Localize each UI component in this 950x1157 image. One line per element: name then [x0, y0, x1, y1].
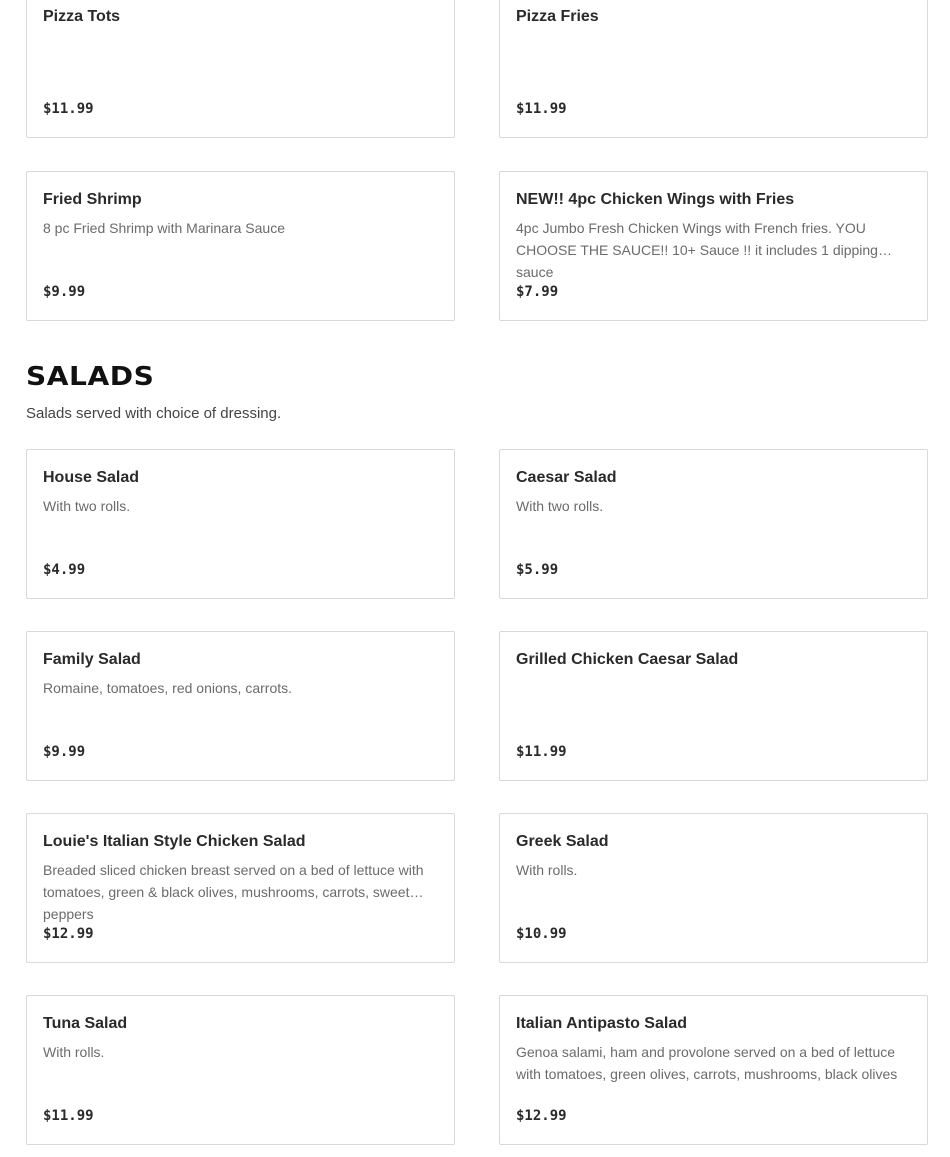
menu-item-price: $12.99	[43, 926, 94, 942]
menu-item-card[interactable]	[26, 449, 455, 599]
menu-item-description: With two rolls.	[43, 498, 131, 514]
menu-item-name: Fried Shrimp	[43, 191, 142, 208]
menu-item-price: $7.99	[516, 284, 559, 300]
menu-item-name: Caesar Salad	[516, 469, 617, 486]
menu-item-price: $9.99	[43, 744, 86, 760]
menu-item-name: Louie's Italian Style Chicken Salad	[43, 833, 306, 850]
menu-item-name: NEW!! 4pc Chicken Wings with Fries	[516, 191, 795, 208]
menu-item-card[interactable]	[499, 813, 928, 963]
menu-item-description: Romaine, tomatoes, red onions, carrots.	[43, 680, 293, 696]
menu-item-card[interactable]	[499, 631, 928, 781]
menu-item-description: 4pc Jumbo Fresh Chicken Wings with French fries. YOU CHOOSE THE SAUCE!! 10+ Sauce !! it includes 1 dipping sauce	[516, 220, 878, 280]
menu-item-name: Pizza Fries	[516, 8, 599, 25]
menu-item-name: Italian Antipasto Salad	[516, 1015, 687, 1032]
menu-item-card[interactable]	[499, 995, 928, 1145]
menu-item-card[interactable]	[26, 631, 455, 781]
menu-item-card[interactable]	[499, 0, 928, 138]
section-description: Salads served with choice of dressing.	[26, 405, 282, 422]
menu-item-name: House Salad	[43, 469, 140, 486]
menu-item-name: Grilled Chicken Caesar Salad	[516, 651, 739, 668]
menu-item-card[interactable]	[499, 449, 928, 599]
menu-item-name: Family Salad	[43, 651, 141, 668]
menu-item-price: $11.99	[43, 1108, 94, 1124]
menu-item-price: $10.99	[516, 926, 567, 942]
menu-item-description: With rolls.	[516, 862, 578, 878]
menu-item-card[interactable]	[26, 995, 455, 1145]
section-title: SALADS	[26, 362, 155, 392]
menu-item-card[interactable]	[26, 171, 455, 321]
menu-item-description: With rolls.	[43, 1044, 105, 1060]
menu-item-description: With two rolls.	[516, 498, 604, 514]
menu-item-name: Greek Salad	[516, 833, 609, 850]
menu-item-price: $12.99	[516, 1108, 567, 1124]
menu-item-price: $5.99	[516, 562, 559, 578]
menu-item-card[interactable]	[26, 0, 455, 138]
menu-item-price: $11.99	[516, 744, 567, 760]
menu-item-price: $11.99	[516, 101, 567, 117]
menu-item-name: Pizza Tots	[43, 8, 121, 25]
menu-item-price: $9.99	[43, 284, 86, 300]
menu-item-description: Breaded sliced chicken breast served on a bed of lettuce with tomatoes, green & black olives, mushrooms, carrots, sweet peppers	[43, 862, 424, 922]
menu-item-card[interactable]	[26, 813, 455, 963]
menu-item-name: Tuna Salad	[43, 1015, 128, 1032]
menu-item-card[interactable]	[499, 171, 928, 321]
menu-item-price: $4.99	[43, 562, 86, 578]
menu-item-description: Genoa salami, ham and provolone served on a bed of lettuce with tomatoes, green olives, carrots, mushrooms, black olives	[516, 1044, 898, 1082]
menu-item-description: 8 pc Fried Shrimp with Marinara Sauce	[43, 220, 285, 236]
menu-item-price: $11.99	[43, 101, 94, 117]
